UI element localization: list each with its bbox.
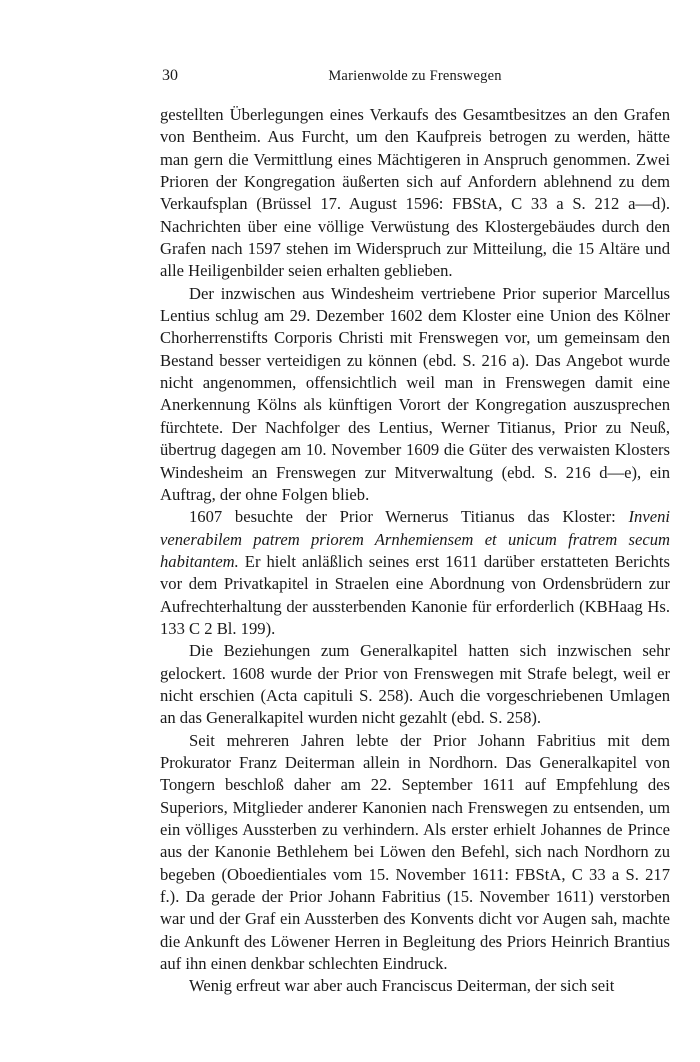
paragraph-text: gestellten Überlegungen eines Verkaufs des Gesamtbesitzes an den Grafen von Bentheim. Aus Furcht, um den Kaufpreis betrogen zu werden, hätte man gern die Vermittlung eines Mächtigeren in Anspruch genommen. Zwei Prioren der Kongregation äußerten sich auf Anfordern ablehnend zu dem Verkaufsplan (Brüssel 17. August 1596: FBStA, C 33 a S. 212 a—d). Nachrichten über eine völlige Verwüstung des Klostergebäudes durch den Grafen nach 1597 stehen im Widerspruch zur Mitteilung, die 15 Altäre und alle Heiligenbilder seien erhalten geblieben.	[160, 105, 670, 281]
paragraph-text: Wenig erfreut war aber auch Franciscus Deiterman, der sich seit	[189, 976, 615, 996]
paragraph-text: 1607 besuchte der Prior Wernerus Titianus das Kloster:	[189, 507, 629, 527]
paragraph-text: Er hielt anläßlich seines erst 1611 darüber erstatteten Berichts vor dem Privatkapitel in Straelen eine Abordnung von Ordensbrüdern zur Aufrechterhaltung der aussterbenden Kanonie für erforderlich (KBHaag Hs. 133 C 2 Bl. 199).	[160, 551, 670, 638]
paragraph	[160, 104, 670, 283]
page-number: 30	[162, 67, 178, 84]
paragraph-text: Der inzwischen aus Windesheim vertriebene Prior superior Marcellus Lentius schlug am 29. Dezember 1602 dem Kloster eine Union des Kölner Chorherrenstifts Corporis Christi mit Frenswegen vor, um gemeinsam den Bestand besser verteidigen zu können (ebd. S. 216 a). Das Angebot wurde nicht angenommen, offensichtlich weil man in Frenswegen damit eine Anerkennung Kölns als künftigen Vorort der Kongregation auszusprechen fürchtete. Der Nachfolger des Lentius, Werner Titianus, Prior zu Neuß, übertrug dagegen am 10. November 1609 die Güter des verwaisten Klosters Windesheim an Frenswegen zur Mitverwaltung (ebd. S. 216 d—e), ein Auftrag, der ohne Folgen blieb.	[160, 283, 670, 504]
book-page	[160, 66, 670, 998]
running-head: Marienwolde zu Frenswegen	[328, 68, 502, 84]
paragraph	[160, 730, 670, 976]
paragraph	[160, 975, 670, 997]
paragraph-text: Seit mehreren Jahren lebte der Prior Johann Fabritius mit dem Prokurator Franz Deiterman allein in Nordhorn. Das Generalkapitel von Tongern beschloß daher am 22. September 1611 auf Empfehlung des Superiors, Mitglieder anderer Kanonien nach Frenswegen zu entsenden, um ein völliges Aussterben zu verhindern. Als erster erhielt Johannes de Prince aus der Kanonie Bethlehem bei Löwen den Befehl, sich nach Nordhorn zu begeben (Oboedientiales vom 15. November 1611: FBStA, C 33 a S. 217 f.). Da gerade der Prior Johann Fabritius (15. November 1611) verstorben war und der Graf ein Aussterben des Konvents dicht vor Augen sah, machte die Ankunft des Löwener Herren in Begleitung des Priors Heinrich Brantius auf ihn einen denkbar schlechten Eindruck.	[160, 730, 670, 974]
paragraph	[160, 640, 670, 729]
italic-latin-quote: Inveni venerabilem patrem priorem Arnhemiensem et unicum fratrem secum habitantem.	[160, 507, 670, 571]
paragraph	[160, 506, 670, 640]
paragraph	[160, 283, 670, 506]
page-header	[160, 66, 670, 88]
paragraph-text: Die Beziehungen zum Generalkapitel hatten sich inzwischen sehr gelockert. 1608 wurde der Prior von Frenswegen mit Strafe belegt, weil er nicht erschien (Acta capituli S. 258). Auch die vorgeschriebenen Umlagen an das Generalkapitel wurden nicht gezahlt (ebd. S. 258).	[160, 641, 670, 728]
body-text	[160, 104, 670, 998]
